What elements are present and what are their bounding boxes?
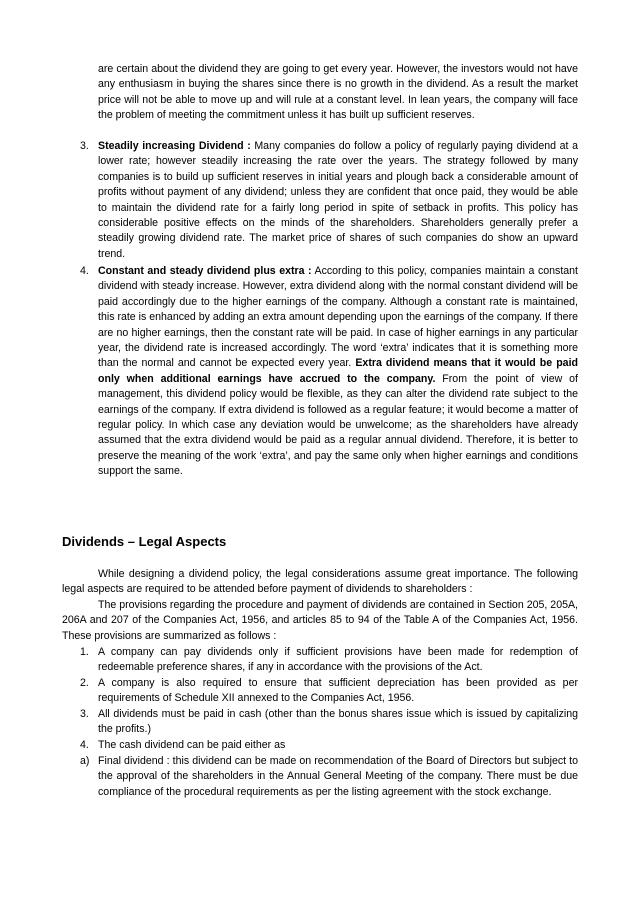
list-item-title: Constant and steady dividend plus extra : xyxy=(98,265,312,277)
list-item-steadily-increasing xyxy=(80,139,578,262)
list-item-body xyxy=(98,264,578,480)
list-item-number: 2. xyxy=(80,677,89,689)
list-item-text: According to this policy, companies maintain a constant dividend with steady increase. However, extra dividend along with the normal constant dividend will be paid accordingly due to the higher earnings of the company. Although a constant rate is maintained, this rate is enhanced by adding an extra amount depending upon the earnings of the company. If there are no higher earnings, then the constant rate will be paid. In case of higher earnings in any particular year, the dividend rate is increased accordingly. The word ‘extra’ indicates that it is something more than the normal and cannot be expected every year. xyxy=(98,265,578,370)
list-item-text: From the point of view of management, this dividend policy would be flexible, as they can alter the dividend rate subject to the earnings of the company. If extra dividend is followed as a regular feature; it would become a matter of regular policy. In which case any deviation would be unwelcome; as the shareholders have already assumed that the extra dividend would be paid as a regular annual dividend. Therefore, it is better to preserve the meaning of the work ‘extra’, and pay the same only when higher earnings and conditions support the same. xyxy=(98,372,578,478)
list-item-emphasis: Extra dividend means that it would be paid only when additional earnings have accrued to the company. xyxy=(98,357,578,385)
list-item-number: 3. xyxy=(80,708,89,720)
list-item-number: 3. xyxy=(80,140,89,152)
list-item-text: The cash dividend can be paid either as xyxy=(98,739,286,751)
provisions-paragraph: The provisions regarding the procedure and payment of dividends are contained in Section 205, 205A, 206A and 207 of the Companies Act, 1956, and articles 85 to 94 of the Table A of the Companies Act, 1956. These provisions are summarized as follows : xyxy=(62,599,578,642)
list-item-title: Steadily increasing Dividend : xyxy=(98,140,251,152)
list-item xyxy=(80,645,578,676)
list-item-text: Final dividend : this dividend can be made on recommendation of the Board of Directors but subject to the approval of the shareholders in the Annual General Meeting of the company. There must be due compliance of the procedural requirements as per the listing agreement with the stock exchange. xyxy=(98,755,578,798)
intro-paragraph: While designing a dividend policy, the legal considerations assume great importance. The following legal aspects are required to be attended before payment of dividends to shareholders : xyxy=(62,568,578,596)
list-item-number: 4. xyxy=(80,739,89,751)
list-item-text: Many companies do follow a policy of regularly paying dividend at a lower rate; however steadily increasing the rate over the years. The strategy followed by many companies is to build up sufficient reserves in initial years and plough back a considerable amount of profits without payment of any dividend; unless they are confident that once paid, they would be able to maintain the dividend rate for a fairly long period in spite of setback in profits. This policy has considerable positive effects on the minds of the shareholders. Shareholders generally prefer a steadily growing dividend rate. The market price of shares of such companies do show an upward trend. xyxy=(98,140,578,260)
list-item-number: 4. xyxy=(80,265,89,277)
list-item-text: A company is also required to ensure that sufficient depreciation has been provided as per requirements of Schedule XII annexed to the Companies Act, 1956. xyxy=(98,677,578,705)
list-item xyxy=(80,754,578,800)
list-item xyxy=(80,676,578,707)
list-item-text: A company can pay dividends only if sufficient provisions have been made for redemption of redeemable preference shares, if any in accordance with the provisions of the Act. xyxy=(98,646,578,674)
list-item xyxy=(80,738,578,753)
list-item-number: 1. xyxy=(80,646,89,658)
continuation-paragraph: are certain about the dividend they are going to get every year. However, the investors would not have any enthusiasm in buying the shares since there is no growth in the dividend. As a result the market price will not be able to move up and will rule at a constant level. In lean years, the company will face the problem of meeting the commitment unless it has built up sufficient reserves. xyxy=(98,63,578,122)
list-item-body xyxy=(98,139,578,262)
list-item-number: a) xyxy=(80,755,90,767)
list-item xyxy=(80,707,578,738)
section-heading: Dividends – Legal Aspects xyxy=(62,534,227,549)
list-item-text: All dividends must be paid in cash (other than the bonus shares issue which is issued by capitalizing the profits.) xyxy=(98,708,578,736)
list-item-constant-steady xyxy=(80,264,578,480)
